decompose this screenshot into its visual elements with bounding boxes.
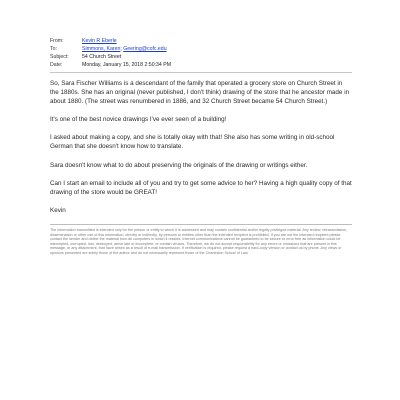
from-label: From: <box>50 38 64 44</box>
date-label: Date: <box>50 62 63 68</box>
to-link-1[interactable]: Simmons, Karen <box>82 46 121 52</box>
subject-value: 54 Church Street <box>82 54 122 60</box>
to-link-2[interactable]: Geering@cofc.edu <box>123 46 167 52</box>
subject-label: Subject: <box>50 54 69 60</box>
to-separator: ; <box>120 46 124 52</box>
email-header <box>50 38 352 69</box>
to-recipients <box>82 46 352 53</box>
date-value: Monday, January 15, 2018 2:50:34 PM <box>82 62 172 68</box>
body-paragraph: It's one of the best novice drawings I've ever seen of a building! <box>50 116 227 124</box>
from-link[interactable]: Kevin R Eberle <box>82 38 117 44</box>
body-paragraph: Sara doesn't know what to do about preserving the originals of the drawing or writings either. <box>50 161 308 169</box>
header-divider <box>50 72 352 73</box>
body-paragraph: So, Sara Fischer Williams is a descendant of the family that operated a grocery store on Church Street in the 1880s. She has an original (never published, I don't think) drawing of the store that he ancestor made in about 1880. (The street was renumbered in 1886, and 32 Church Street became 54 Church Street.) <box>50 80 350 106</box>
signature: Kevin <box>50 206 66 214</box>
to-label: To: <box>50 46 57 52</box>
legal-disclaimer: The information transmitted is intended only for the person or entity to which it is addressed and may contain confidential and/or legally privileged material. Any review, retransmission, dissemination or other use of this information, directly or indirectly, by persons or entities other than the intended recipient is prohibited. If you are not the intended recipient please contact the sender and delete the material from all computers in which it resides. Internet communications cannot be guaranteed to be secure or error free as information could be intercepted, corrupted, lost, destroyed, arrive late or incomplete, or contain viruses. Therefore, we do not accept responsibility for any errors or omissions that are present in this message, or any attachment, that have arisen as a result of e-mail transmission. If verification is required, please request a hard-copy version or contact us by phone. Any views or opinions presented are solely those of the author and do not necessarily represent those of the Charleston School of Law. <box>50 224 352 256</box>
body-paragraph: Can I start an email to include all of you and try to get some advice to her? Having a high quality copy of that drawing of the store would be GREAT! <box>50 179 352 196</box>
body-paragraph: I asked about making a copy, and she is totally okay with that! She also has some writing in old-school German that she doesn't know how to translate. <box>50 134 335 151</box>
email-document <box>50 38 352 256</box>
email-body <box>50 79 352 215</box>
